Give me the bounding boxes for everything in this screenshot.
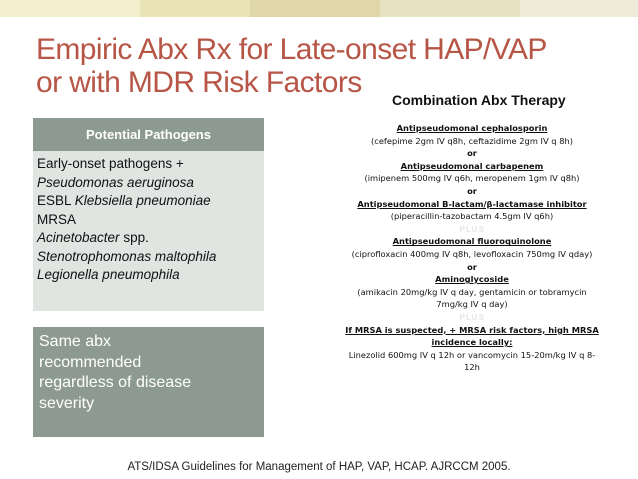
drug-class-heading: Antipseudomonal carbapenem — [400, 160, 544, 171]
note-line: severity — [39, 394, 95, 412]
citation: ATS/IDSA Guidelines for Management of HAP, VAP, HCAP. AJRCCM 2005. — [127, 461, 511, 473]
top-bar-segment — [250, 0, 380, 17]
dosing-detail: (piperacillin-tazobactam 4.5gm IV q6h) — [390, 211, 554, 222]
dosing-detail: (imipenem 500mg IV q6h, meropenem 1gm IV q8h) — [364, 173, 580, 184]
plus-separator: PLUS — [459, 311, 485, 322]
combination-therapy-heading: Combination Abx Therapy — [392, 92, 566, 108]
pathogen-item: Pseudomonas aeruginosa — [37, 174, 194, 190]
pathogen-item — [37, 192, 260, 211]
drug-class-heading: Antipseudomonal B-lactam/β-lactamase inhibitor — [357, 198, 587, 209]
mrsa-condition: If MRSA is suspected, + MRSA risk factors, high MRSA — [345, 324, 599, 335]
pathogen-item: Legionella pneumophila — [37, 267, 180, 282]
top-bar-segment — [520, 0, 638, 17]
pathogen-item: Stenotrophomonas maltophila — [37, 248, 217, 264]
note-line: recommended — [39, 353, 142, 371]
decorative-top-bar — [0, 0, 638, 17]
top-bar-segment — [140, 0, 250, 17]
note-line: Same abx — [39, 333, 112, 350]
or-separator: or — [467, 185, 477, 196]
drug-class-heading: Antipseudomonal cephalosporin — [396, 123, 548, 133]
or-separator: or — [467, 261, 477, 272]
or-separator: or — [467, 148, 477, 159]
pathogen-item-species: Klebsiella pneumoniae — [74, 193, 211, 208]
dosing-detail: (amikacin 20mg/kg IV q day, gentamicin or tobramycin — [357, 286, 587, 297]
pathogen-item-genus: Acinetobacter — [37, 230, 120, 245]
pathogen-item-prefix: ESBL — [37, 193, 75, 208]
dosing-detail: (cefepime 2gm IV q8h, ceftazidime 2gm IV q 8h) — [371, 135, 573, 146]
drug-class-heading: Antipseudomonal fluoroquinolone — [392, 236, 552, 247]
pathogen-item — [37, 229, 260, 248]
pathogen-item-suffix: spp. — [119, 230, 149, 245]
slide-title-line-1: Empiric Abx Rx for Late-onset HAP/VAP — [36, 33, 547, 66]
pathogen-item: Early-onset pathogens + — [37, 156, 184, 171]
top-bar-segment — [0, 0, 140, 17]
slide-title-line-2: or with MDR Risk Factors — [36, 66, 362, 99]
drug-class-heading: Aminoglycoside — [435, 274, 509, 285]
pathogen-item: MRSA — [37, 211, 77, 227]
severity-note-box — [33, 327, 264, 437]
combination-therapy-list — [322, 122, 622, 374]
potential-pathogens-list — [33, 151, 264, 311]
mrsa-condition: incidence locally: — [431, 337, 513, 348]
slide-title — [36, 33, 596, 99]
dosing-detail: Linezolid 600mg IV q 12h or vancomycin 15-20m/kg IV q 8- — [348, 349, 596, 360]
plus-separator: PLUS — [459, 223, 485, 234]
top-bar-segment — [380, 0, 520, 17]
potential-pathogens-header: Potential Pathogens — [33, 118, 264, 151]
dosing-detail: 12h — [464, 362, 480, 373]
dosing-detail: (ciprofloxacin 400mg IV q8h, levofloxacin 750mg IV qday) — [351, 248, 593, 259]
note-line: regardless of disease — [39, 374, 192, 391]
dosing-detail: 7mg/kg IV q day) — [436, 299, 508, 310]
